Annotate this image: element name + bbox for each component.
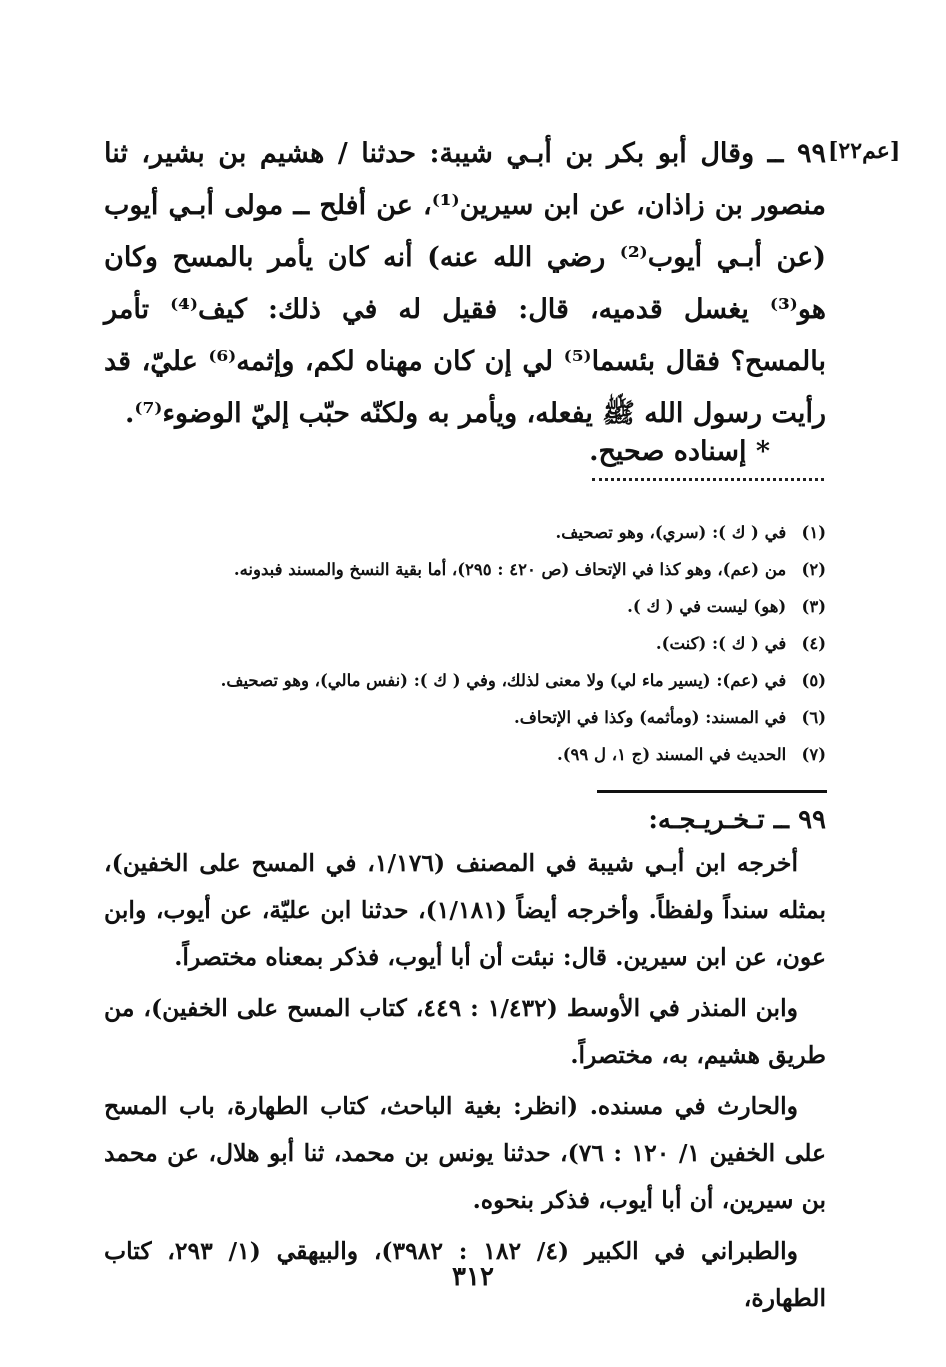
footnote-text: (هو) ليست في ( ك ). xyxy=(627,597,787,616)
footnote-text: الحديث في المسند (ج ١، ل ٩٩). xyxy=(556,745,787,764)
footnote-number: (٢) xyxy=(801,560,826,579)
footnote-number: (٧) xyxy=(801,745,826,764)
footnote xyxy=(160,699,826,736)
hadith-text: ٩٩ ــ وقال أبو بكر بن أبـي شيبة: حدثنا / هشيم بن بشير، ثنا منصور بن زاذان، عن ابن سيرين⁽¹⁾، عن أفلح ــ مولى أبـي أيوب (عن أبـي أيوب⁽²⁾ رضي الله عنه) أنه كان يأمر بالمسح وكان هو⁽³⁾ يغسل قدميه، قال: فقيل له في ذلك: كيف⁽⁴⁾ تأمر بالمسح؟ فقال بئسما⁽⁵⁾ لي إن كان مهناه لكم، وإثمه⁽⁶⁾ عليّ، قد رأيت رسول الله ﷺ يفعله، ويأمر به ولكنّه حبّب إليّ الوضوء⁽⁷⁾. xyxy=(104,138,827,429)
footnote-number: (٤) xyxy=(801,634,826,653)
footnote-number: (٣) xyxy=(801,597,826,616)
footnote-text: في المسند: (ومأثمه) وكذا في الإتحاف. xyxy=(514,708,787,727)
footnote xyxy=(160,736,826,773)
takhrij-heading: ٩٩ ــ تـخـريـجـه: xyxy=(648,805,826,835)
takhrij-body xyxy=(104,840,826,1326)
footnote-text: في ( ك ): (سري)، وهو تصحيف. xyxy=(555,523,787,542)
footnote-separator xyxy=(592,478,824,481)
footnotes xyxy=(160,514,826,773)
takhrij-paragraph xyxy=(104,1083,826,1224)
takhrij-paragraph xyxy=(104,985,826,1079)
footnote-text: في (عم): (يسير ماء لي) ولا معنى لذلك، وفي ( ك ): (نفس مالي)، وهو تصحيف. xyxy=(220,671,787,690)
footnote xyxy=(160,551,826,588)
footnote-text: في ( ك ): (كنت). xyxy=(655,634,787,653)
footnote-text: من (عم)، وهو كذا في الإتحاف (ص ٤٢٠ : ٢٩٥)، أما بقية النسخ والمسند فبدونه. xyxy=(233,560,787,579)
footnote-number: (٦) xyxy=(801,708,826,727)
takhrij-paragraph-text: والحارث في مسنده. (انظر: بغية الباحث، كتاب الطهارة، باب المسح على الخفين ١/ ١٢٠ : ٧٦)، حدثنا يونس بن محمد، ثنا أبو هلال، عن محمد بن سيرين، أن أبا أيوب، فذكر بنحوه. xyxy=(104,1092,826,1214)
footnote xyxy=(160,662,826,699)
footnote xyxy=(160,625,826,662)
page-number: ٣١٢ xyxy=(452,1262,494,1292)
section-divider xyxy=(597,790,827,793)
footnote xyxy=(160,514,826,551)
hadith-text-block xyxy=(104,128,826,440)
takhrij-paragraph-text: وابن المنذر في الأوسط (١/٤٣٢ : ٤٤٩، كتاب المسح على الخفين)، من طريق هشيم، به، مختصراً. xyxy=(104,994,826,1069)
takhrij-paragraph xyxy=(104,840,826,981)
isnad-grading: * إسناده صحيح. xyxy=(589,436,770,467)
takhrij-paragraph-text: أخرجه ابن أبـي شيبة في المصنف (١/١٧٦، في المسح على الخفين)، بمثله سنداً ولفظاً. وأخرجه أيضاً (١/١٨١)، حدثنا ابن عليّة، عن أيوب، وابن عون، عن ابن سيرين. قال: نبئت أن أبا أيوب، فذكر بمعناه مختصراً. xyxy=(104,849,826,971)
manuscript-page-reference: [عم٢٢] xyxy=(828,138,901,164)
footnote-number: (١) xyxy=(801,523,826,542)
takhrij-paragraph-text: والطبراني في الكبير (٤/ ١٨٢ : ٣٩٨٢)، والبيهقي (١/ ٢٩٣، كتاب الطهارة، xyxy=(104,1237,826,1312)
footnote xyxy=(160,588,826,625)
footnote-number: (٥) xyxy=(801,671,826,690)
